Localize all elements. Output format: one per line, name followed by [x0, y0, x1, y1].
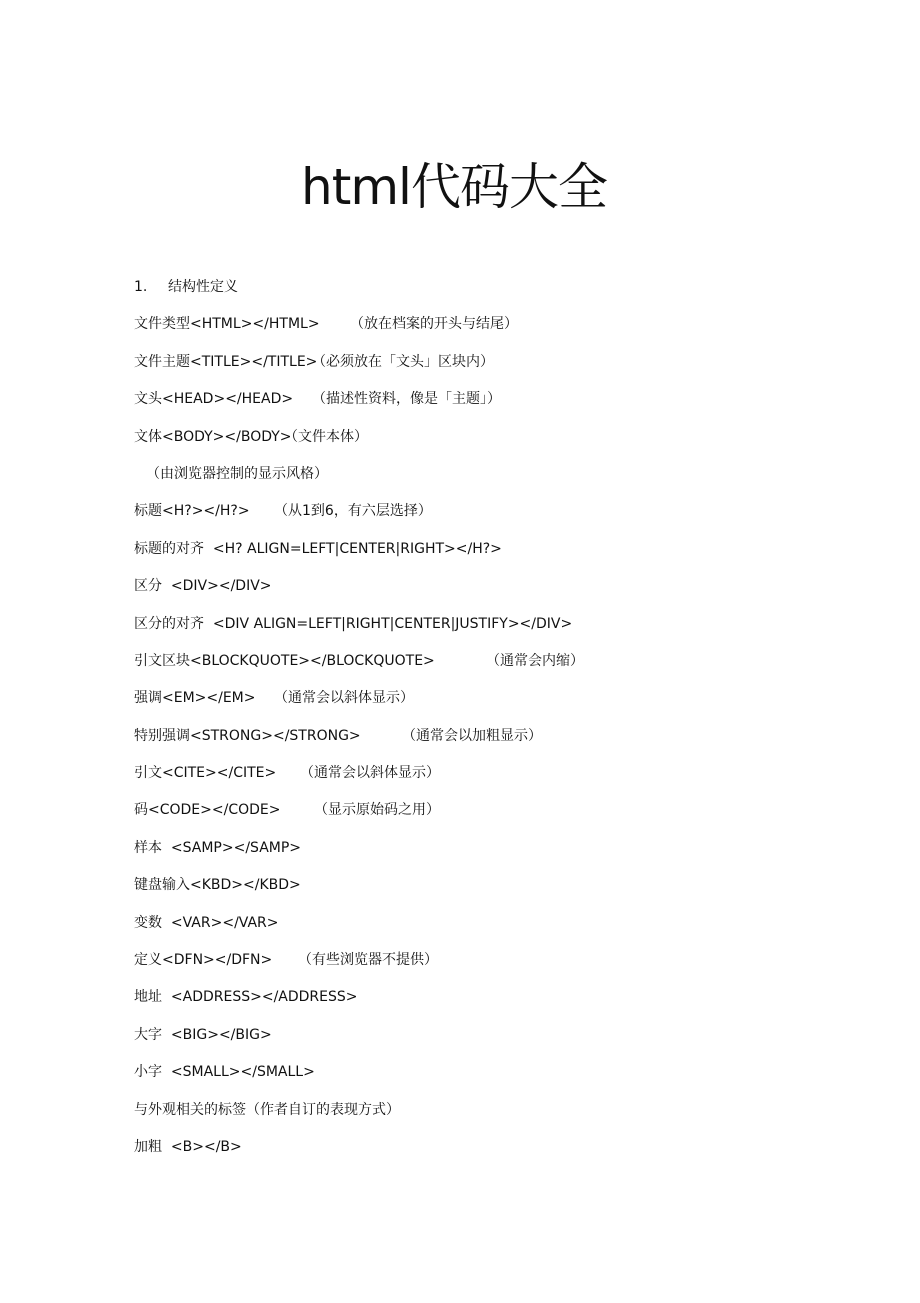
- line-heading-tag: [134, 500, 894, 537]
- tag-text: 文件主题<TITLE></TITLE>: [134, 353, 318, 370]
- tag-text: 变数 <VAR></VAR>: [134, 914, 279, 931]
- tag-text: 强调<EM></EM>: [134, 690, 256, 707]
- line-var: [134, 912, 894, 949]
- line-code: [134, 799, 894, 836]
- line-div-align: [134, 613, 894, 650]
- content-lines: [134, 276, 894, 1173]
- tag-text: 码<CODE></CODE>: [134, 802, 281, 819]
- tag-text: 小字 <SMALL></SMALL>: [134, 1064, 315, 1081]
- note-text: （文件本体）: [284, 428, 368, 445]
- line-title: [134, 351, 894, 388]
- line-kbd: [134, 874, 894, 911]
- line-div: [134, 575, 894, 612]
- tag-text: 样本 <SAMP></SAMP>: [134, 839, 302, 856]
- document-title: html代码大全: [301, 158, 607, 216]
- section-number: 1.: [134, 279, 148, 295]
- tag-text: 与外观相关的标签（作者自订的表现方式）: [134, 1101, 400, 1118]
- line-dfn: [134, 949, 894, 986]
- note-text: （由浏览器控制的显示风格）: [146, 465, 328, 482]
- tag-text: 标题的对齐 <H? ALIGN=LEFT|CENTER|RIGHT></H?>: [134, 540, 502, 557]
- line-head: [134, 388, 894, 425]
- tag-text: 区分的对齐 <DIV ALIGN=LEFT|RIGHT|CENTER|JUSTIFY></DIV>: [134, 615, 573, 632]
- line-body: [134, 426, 894, 463]
- tag-text: 特别强调<STRONG></STRONG>: [134, 727, 361, 744]
- line-blockquote: [134, 650, 894, 687]
- tag-text: 加粗 <B></B>: [134, 1138, 242, 1155]
- note-text: （通常会以斜体显示）: [300, 765, 440, 782]
- note-text: （通常会内缩）: [486, 652, 584, 669]
- line-address: [134, 986, 894, 1023]
- note-text: （通常会以加粗显示）: [402, 727, 542, 744]
- line-strong: [134, 725, 894, 762]
- note-text: （显示原始码之用）: [314, 802, 440, 819]
- tag-text: 文头<HEAD></HEAD>: [134, 391, 294, 408]
- tag-text: 定义<DFN></DFN>: [134, 952, 273, 969]
- note-text: （通常会以斜体显示）: [274, 690, 414, 707]
- note-text: （从1到6，有六层选择）: [274, 503, 432, 520]
- note-text: （描述性资料，像是「主题」）: [312, 391, 501, 408]
- section-label: 结构性定义: [168, 279, 238, 295]
- line-html: [134, 313, 894, 350]
- tag-text: 文件类型<HTML></HTML>: [134, 316, 320, 333]
- tag-text: 文体<BODY></BODY>: [134, 428, 292, 445]
- section-heading: [134, 276, 894, 313]
- tag-text: 大字 <BIG></BIG>: [134, 1026, 272, 1043]
- line-appearance-tags: [134, 1099, 894, 1136]
- tag-text: 键盘输入<KBD></KBD>: [134, 877, 301, 894]
- line-display-style: [134, 463, 894, 500]
- line-cite: [134, 762, 894, 799]
- line-big: [134, 1024, 894, 1061]
- tag-text: 引文<CITE></CITE>: [134, 765, 277, 782]
- line-em: [134, 687, 894, 724]
- note-text: （放在档案的开头与结尾）: [350, 316, 518, 333]
- line-bold: [134, 1136, 894, 1173]
- tag-text: 标题<H?></H?>: [134, 503, 250, 520]
- line-small: [134, 1061, 894, 1098]
- note-text: （必须放在「文头」区块内）: [312, 353, 494, 370]
- tag-text: 引文区块<BLOCKQUOTE></BLOCKQUOTE>: [134, 652, 435, 669]
- tag-text: 地址 <ADDRESS></ADDRESS>: [134, 989, 358, 1006]
- line-heading-align: [134, 538, 894, 575]
- line-samp: [134, 837, 894, 874]
- note-text: （有些浏览器不提供）: [298, 952, 438, 969]
- tag-text: 区分 <DIV></DIV>: [134, 578, 272, 595]
